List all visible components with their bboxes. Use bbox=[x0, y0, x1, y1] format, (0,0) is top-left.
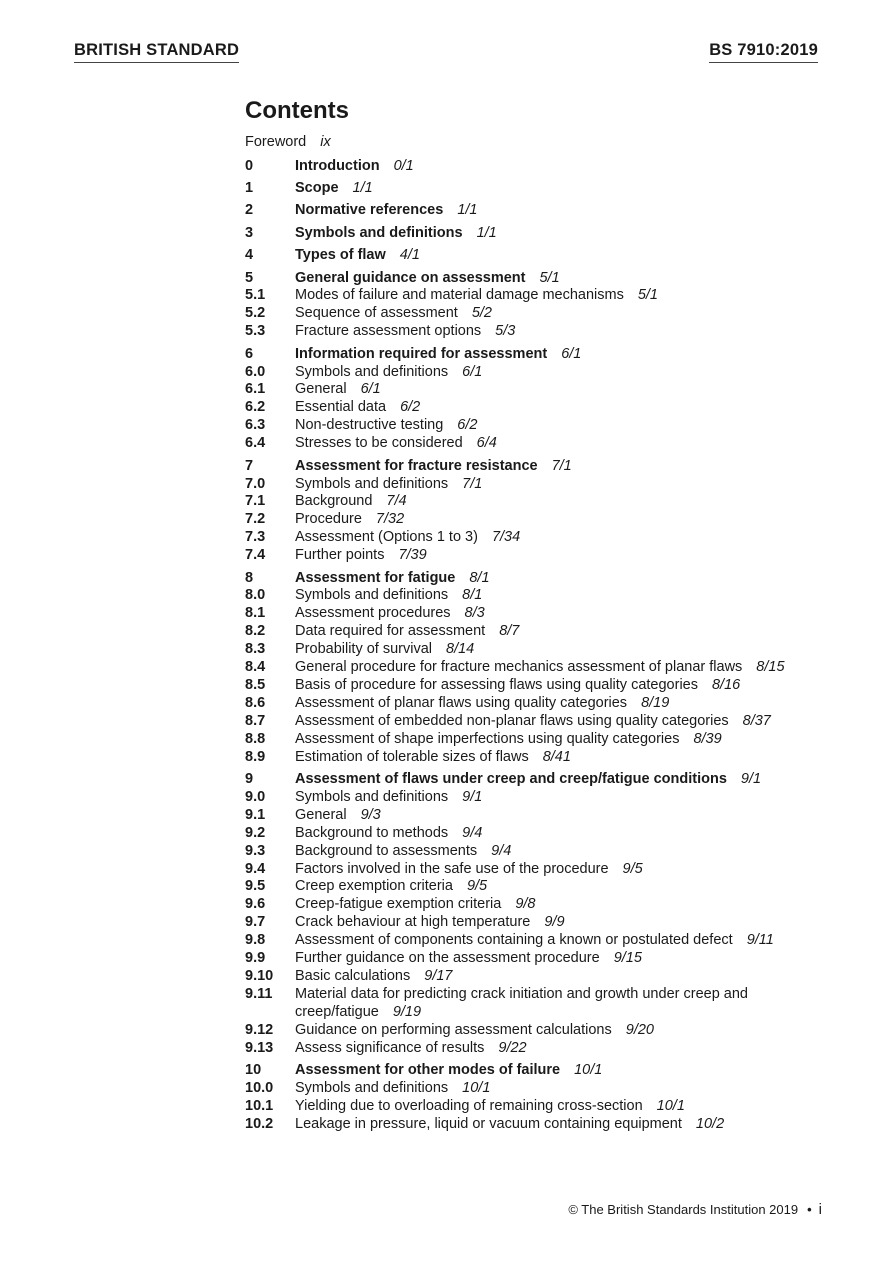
page-number: i bbox=[818, 1201, 822, 1218]
toc-entry-page: 1/1 bbox=[352, 179, 373, 196]
toc-entry-title-block bbox=[295, 771, 825, 789]
toc-entry-page: 10/1 bbox=[574, 1062, 603, 1078]
toc-section-entry[interactable] bbox=[245, 861, 825, 879]
toc-section-entry[interactable] bbox=[245, 677, 825, 695]
toc-section-entry[interactable] bbox=[245, 1080, 825, 1098]
toc-entry-page: 8/15 bbox=[756, 659, 785, 676]
toc-entry-number: 9.12 bbox=[245, 1021, 274, 1038]
toc-entry-number: 4 bbox=[245, 247, 254, 264]
toc-section-entry[interactable] bbox=[245, 364, 825, 382]
toc-entry-title-block bbox=[295, 641, 825, 659]
toc-entry-title-block bbox=[295, 1080, 825, 1098]
toc-section-entry[interactable] bbox=[245, 968, 825, 986]
toc-entry-title: Assessment of components containing a known or postulated defect bbox=[295, 932, 733, 949]
toc-entry-page: 5/2 bbox=[471, 305, 492, 322]
toc-section-entry[interactable] bbox=[245, 529, 825, 547]
toc-entry-title: Assessment for fatigue bbox=[295, 569, 456, 586]
toc-entry-number: 5.1 bbox=[245, 287, 266, 304]
toc-entry-number: 10.0 bbox=[245, 1079, 274, 1096]
toc-entry-title-block bbox=[295, 1116, 825, 1134]
toc-entry-title: Further guidance on the assessment procedure bbox=[295, 950, 600, 967]
toc-entry-title-block bbox=[295, 713, 825, 731]
toc-entry-page: 9/3 bbox=[360, 806, 381, 823]
toc-entry-number: 8.6 bbox=[245, 694, 266, 711]
toc-entry-title-block bbox=[295, 346, 825, 364]
toc-entry-page: 5/1 bbox=[539, 269, 560, 286]
toc-entry-title-block bbox=[295, 399, 825, 417]
toc-entry-page: 9/1 bbox=[462, 788, 483, 805]
toc-entry-number: 9.4 bbox=[245, 860, 266, 877]
toc-entry-title: Probability of survival bbox=[295, 641, 432, 658]
toc-entry-page: 9/4 bbox=[462, 824, 483, 841]
toc-entry-title: Information required for assessment bbox=[295, 345, 548, 362]
toc-entry-number: 6.4 bbox=[245, 435, 266, 452]
toc-entry-number: 9.0 bbox=[245, 788, 266, 805]
toc-entry-number: 8.1 bbox=[245, 605, 266, 622]
toc-entry-title: Symbols and definitions bbox=[295, 587, 449, 604]
toc-entry-title: Symbols and definitions bbox=[295, 363, 449, 380]
toc-entry-title: Guidance on performing assessment calculations bbox=[295, 1021, 612, 1038]
toc-entry-number: 7.1 bbox=[245, 493, 266, 510]
toc-section-entry[interactable] bbox=[245, 323, 825, 341]
toc-entry-page: 9/15 bbox=[613, 950, 642, 967]
page-footer bbox=[568, 1201, 822, 1219]
toc-entry-number: 9.9 bbox=[245, 950, 266, 967]
table-of-contents bbox=[245, 131, 825, 1134]
toc-section-entry[interactable] bbox=[245, 1098, 825, 1116]
toc-section-entry[interactable] bbox=[245, 493, 825, 511]
toc-section-entry[interactable] bbox=[245, 932, 825, 950]
toc-entry-page: 9/11 bbox=[746, 932, 774, 949]
toc-entry-number: 9.11 bbox=[245, 985, 273, 1002]
toc-entry-title: General guidance on assessment bbox=[295, 269, 526, 286]
toc-entry-page: 7/39 bbox=[398, 547, 427, 564]
toc-entry-title-block bbox=[295, 789, 825, 807]
toc-entry-number: 10.2 bbox=[245, 1115, 274, 1132]
toc-section-entry[interactable] bbox=[245, 476, 825, 494]
toc-entry-title-block bbox=[295, 305, 825, 323]
toc-entry-page: 9/5 bbox=[466, 878, 488, 895]
toc-section-entry[interactable] bbox=[245, 381, 825, 399]
toc-entry-number: 6.3 bbox=[245, 417, 266, 434]
toc-entry-number: 6.1 bbox=[245, 381, 266, 398]
toc-entry-page: 0/1 bbox=[393, 157, 414, 174]
toc-entry-title: Assessment (Options 1 to 3) bbox=[295, 529, 478, 546]
toc-entry-title: Assess significance of results bbox=[295, 1039, 485, 1056]
toc-entry-number: 6.0 bbox=[245, 363, 266, 380]
toc-entry-title: Factors involved in the safe use of the procedure bbox=[295, 860, 609, 877]
toc-entry-title-block bbox=[295, 896, 825, 914]
toc-section-entry[interactable] bbox=[245, 587, 825, 605]
toc-entry-title-block bbox=[295, 1040, 825, 1058]
standard-number: BS 7910:2019 bbox=[709, 40, 818, 63]
toc-entry-number: 9.7 bbox=[245, 914, 266, 931]
toc-section-entry[interactable] bbox=[245, 986, 825, 1022]
toc-entry-title: Assessment of embedded non-planar flaws using quality categories bbox=[295, 712, 729, 729]
toc-entry-page: 9/8 bbox=[515, 896, 536, 913]
toc-section-entry[interactable] bbox=[245, 825, 825, 843]
toc-entry-number: 7.4 bbox=[245, 547, 266, 564]
toc-entry-title: Assessment of shape imperfections using quality categories bbox=[295, 730, 680, 747]
toc-entry-number: 9.13 bbox=[245, 1039, 274, 1056]
toc-entry-page: 8/19 bbox=[641, 694, 670, 711]
toc-entry-title-block bbox=[295, 807, 825, 825]
toc-entry-title-block bbox=[295, 202, 825, 220]
toc-section-entry[interactable] bbox=[245, 287, 825, 305]
toc-entry-title-block bbox=[295, 547, 825, 565]
toc-entry-page: 8/37 bbox=[742, 712, 771, 729]
toc-entry-title-block bbox=[295, 950, 825, 968]
toc-entry-title-block bbox=[295, 323, 825, 341]
toc-entry-page: 4/1 bbox=[399, 247, 420, 264]
toc-entry-title: Basic calculations bbox=[295, 967, 411, 984]
toc-section-entry[interactable] bbox=[245, 789, 825, 807]
toc-entry-number: 8.4 bbox=[245, 659, 266, 676]
toc-entry-list bbox=[245, 158, 825, 1134]
toc-entry-page: 1/1 bbox=[457, 202, 478, 219]
toc-entry-number: 5.2 bbox=[245, 305, 266, 322]
toc-entry-title: Creep-fatigue exemption criteria bbox=[295, 896, 502, 913]
toc-entry-title-block bbox=[295, 247, 825, 265]
toc-entry-title: Assessment procedures bbox=[295, 605, 451, 622]
toc-entry-title-block bbox=[295, 364, 825, 382]
toc-entry-number: 8.2 bbox=[245, 623, 266, 640]
toc-chapter-entry[interactable] bbox=[245, 180, 825, 198]
toc-entry-title-block bbox=[295, 511, 825, 529]
toc-section-entry[interactable] bbox=[245, 950, 825, 968]
toc-entry-number: 7.2 bbox=[245, 511, 266, 528]
toc-entry-title: Symbols and definitions bbox=[295, 788, 449, 805]
toc-entry-title-block bbox=[295, 529, 825, 547]
toc-entry-title-block bbox=[295, 1062, 825, 1080]
toc-entry-page: 9/1 bbox=[740, 771, 762, 787]
toc-section-entry[interactable] bbox=[245, 623, 825, 641]
toc-entry-number: 9.10 bbox=[245, 967, 274, 984]
toc-entry-title-block bbox=[295, 968, 825, 986]
toc-entry-title: Non-destructive testing bbox=[295, 417, 444, 434]
toc-entry-page: 6/1 bbox=[360, 381, 381, 398]
toc-entry-number: 9.8 bbox=[245, 932, 266, 949]
toc-entry-number: 1 bbox=[245, 179, 254, 196]
toc-section-entry[interactable] bbox=[245, 641, 825, 659]
toc-entry-number: 7.3 bbox=[245, 529, 266, 546]
toc-entry-page: 6/1 bbox=[561, 345, 582, 362]
toc-entry-number: 5.3 bbox=[245, 323, 266, 340]
toc-entry-title: General procedure for fracture mechanics assessment of planar flaws bbox=[295, 659, 743, 676]
toc-entry-title: Estimation of tolerable sizes of flaws bbox=[295, 748, 529, 765]
toc-entry-title: Further points bbox=[295, 547, 385, 564]
toc-entry-title-block bbox=[295, 749, 825, 767]
toc-entry-title-block bbox=[295, 861, 825, 879]
footer-bullet: • bbox=[807, 1202, 812, 1217]
toc-entry-title: Fracture assessment options bbox=[295, 323, 482, 340]
toc-entry-title-block bbox=[295, 825, 825, 843]
toc-entry-title-block bbox=[295, 1098, 825, 1116]
toc-entry-title-block bbox=[295, 225, 825, 243]
toc-entry-number: 8.5 bbox=[245, 676, 266, 693]
toc-entry-title: Stresses to be considered bbox=[295, 435, 463, 452]
toc-entry-title: Crack behaviour at high temperature bbox=[295, 914, 531, 931]
toc-entry-title: Symbols and definitions bbox=[295, 475, 449, 492]
toc-entry-number: 9.5 bbox=[245, 878, 266, 895]
toc-chapter-entry[interactable] bbox=[245, 247, 825, 265]
toc-entry-page: 8/16 bbox=[711, 676, 741, 693]
toc-entry-number: 9.6 bbox=[245, 896, 266, 913]
toc-entry-number: 5 bbox=[245, 269, 254, 286]
toc-section-entry[interactable] bbox=[245, 896, 825, 914]
toc-chapter-entry[interactable] bbox=[245, 346, 825, 364]
toc-entry-title: Material data for predicting crack initiation and growth under creep and creep/fatigue bbox=[295, 985, 748, 1020]
copyright-notice: © The British Standards Institution 2019 bbox=[568, 1202, 799, 1217]
toc-entry-title: Essential data bbox=[295, 399, 387, 416]
toc-section-entry[interactable] bbox=[245, 547, 825, 565]
toc-entry-page: 9/5 bbox=[622, 860, 643, 877]
toc-entry-title-block bbox=[295, 695, 825, 713]
foreword-label: Foreword bbox=[245, 134, 307, 150]
foreword-page: ix bbox=[320, 134, 331, 150]
toc-foreword-entry[interactable] bbox=[245, 131, 825, 153]
contents-heading: Contents bbox=[245, 97, 349, 124]
toc-entry-title-block bbox=[295, 587, 825, 605]
toc-entry-title-block bbox=[295, 287, 825, 305]
toc-entry-title-block bbox=[295, 605, 825, 623]
toc-entry-title-block bbox=[295, 659, 825, 677]
toc-section-entry[interactable] bbox=[245, 605, 825, 623]
toc-entry-page: 10/1 bbox=[656, 1097, 685, 1114]
toc-entry-page: 10/1 bbox=[462, 1079, 491, 1096]
toc-entry-number: 7 bbox=[245, 457, 254, 474]
toc-entry-title-block bbox=[295, 570, 825, 588]
standard-label: BRITISH STANDARD bbox=[74, 40, 239, 63]
toc-entry-page: 7/34 bbox=[491, 529, 521, 546]
toc-entry-page: 9/22 bbox=[498, 1039, 527, 1056]
toc-section-entry[interactable] bbox=[245, 417, 825, 435]
toc-chapter-entry[interactable] bbox=[245, 1062, 825, 1080]
toc-entry-number: 9 bbox=[245, 771, 254, 787]
toc-entry-title: Assessment of planar flaws using quality categories bbox=[295, 694, 628, 711]
toc-section-entry[interactable] bbox=[245, 807, 825, 825]
toc-section-entry[interactable] bbox=[245, 878, 825, 896]
toc-entry-title-block bbox=[295, 493, 825, 511]
toc-entry-title: Background to methods bbox=[295, 824, 449, 841]
toc-section-entry[interactable] bbox=[245, 731, 825, 749]
toc-entry-page: 6/1 bbox=[462, 363, 483, 380]
toc-entry-page: 10/2 bbox=[695, 1115, 725, 1132]
toc-entry-title: Assessment of flaws under creep and creep/fatigue conditions bbox=[295, 771, 727, 787]
toc-entry-title: Normative references bbox=[295, 202, 444, 219]
toc-entry-number: 9.1 bbox=[245, 806, 266, 823]
toc-entry-page: 6/2 bbox=[457, 417, 478, 434]
toc-chapter-entry[interactable] bbox=[245, 158, 825, 176]
toc-entry-title-block bbox=[295, 158, 825, 176]
toc-entry-page: 8/3 bbox=[464, 605, 485, 622]
toc-entry-number: 3 bbox=[245, 224, 254, 241]
toc-entry-title: Assessment for other modes of failure bbox=[295, 1062, 561, 1078]
toc-entry-title: Modes of failure and material damage mechanisms bbox=[295, 287, 624, 304]
toc-entry-page: 6/4 bbox=[476, 435, 497, 452]
toc-entry-title-block bbox=[295, 932, 825, 950]
toc-entry-page: 8/14 bbox=[446, 641, 475, 658]
toc-section-entry[interactable] bbox=[245, 914, 825, 932]
toc-entry-title: Symbols and definitions bbox=[295, 1079, 449, 1096]
toc-entry-title: General bbox=[295, 381, 347, 398]
toc-entry-number: 10.1 bbox=[245, 1097, 274, 1114]
toc-chapter-entry[interactable] bbox=[245, 771, 825, 789]
toc-entry-number: 8.8 bbox=[245, 730, 266, 747]
toc-section-entry[interactable] bbox=[245, 1116, 825, 1134]
toc-chapter-entry[interactable] bbox=[245, 225, 825, 243]
toc-section-entry[interactable] bbox=[245, 1022, 825, 1040]
toc-entry-page: 8/7 bbox=[499, 623, 520, 640]
toc-entry-title-block bbox=[295, 731, 825, 749]
toc-entry-title: Creep exemption criteria bbox=[295, 878, 453, 895]
toc-entry-page: 7/4 bbox=[386, 493, 407, 510]
toc-section-entry[interactable] bbox=[245, 399, 825, 417]
toc-entry-title: Basis of procedure for assessing flaws using quality categories bbox=[295, 676, 698, 693]
toc-entry-number: 6.2 bbox=[245, 399, 266, 416]
toc-entry-number: 8.9 bbox=[245, 748, 266, 765]
toc-entry-title: Types of flaw bbox=[295, 247, 386, 264]
toc-entry-number: 8.3 bbox=[245, 641, 266, 658]
toc-entry-number: 9.3 bbox=[245, 842, 266, 859]
toc-entry-number: 8.7 bbox=[245, 712, 266, 729]
toc-entry-number: 8 bbox=[245, 569, 254, 586]
toc-entry-title-block bbox=[295, 843, 825, 861]
toc-entry-number: 8.0 bbox=[245, 587, 266, 604]
toc-chapter-entry[interactable] bbox=[245, 458, 825, 476]
toc-entry-title-block bbox=[295, 623, 825, 641]
toc-entry-title-block bbox=[295, 914, 825, 932]
toc-entry-page: 9/20 bbox=[625, 1021, 654, 1038]
toc-entry-title: Symbols and definitions bbox=[295, 224, 463, 241]
toc-section-entry[interactable] bbox=[245, 695, 825, 713]
toc-entry-page: 7/32 bbox=[375, 511, 405, 528]
toc-entry-page: 5/1 bbox=[637, 287, 658, 304]
toc-entry-title: Yielding due to overloading of remaining cross-section bbox=[295, 1097, 643, 1114]
toc-section-entry[interactable] bbox=[245, 511, 825, 529]
toc-entry-title-block bbox=[295, 986, 825, 1022]
toc-entry-number: 7.0 bbox=[245, 475, 266, 492]
toc-chapter-entry[interactable] bbox=[245, 570, 825, 588]
toc-entry-title-block bbox=[295, 476, 825, 494]
toc-entry-number: 0 bbox=[245, 157, 254, 174]
toc-entry-page: 9/17 bbox=[424, 967, 453, 984]
toc-entry-page: 8/41 bbox=[542, 748, 571, 765]
toc-entry-title-block bbox=[295, 1022, 825, 1040]
toc-entry-title: Background bbox=[295, 493, 373, 510]
toc-entry-title-block bbox=[295, 417, 825, 435]
toc-entry-page: 6/2 bbox=[400, 399, 421, 416]
toc-section-entry[interactable] bbox=[245, 843, 825, 861]
toc-entry-page: 7/1 bbox=[551, 457, 572, 474]
toc-entry-number: 10 bbox=[245, 1062, 262, 1078]
toc-section-entry[interactable] bbox=[245, 1040, 825, 1058]
toc-entry-page: 9/4 bbox=[491, 842, 512, 859]
toc-section-entry[interactable] bbox=[245, 713, 825, 731]
toc-entry-title: Sequence of assessment bbox=[295, 305, 458, 322]
toc-chapter-entry[interactable] bbox=[245, 270, 825, 288]
toc-section-entry[interactable] bbox=[245, 435, 825, 453]
toc-entry-title-block bbox=[295, 270, 825, 288]
toc-entry-page: 8/1 bbox=[462, 587, 483, 604]
toc-entry-title: Data required for assessment bbox=[295, 623, 486, 640]
toc-section-entry[interactable] bbox=[245, 749, 825, 767]
toc-entry-title: Background to assessments bbox=[295, 842, 478, 859]
toc-entry-page: 8/1 bbox=[469, 569, 490, 586]
toc-entry-title: Introduction bbox=[295, 157, 380, 174]
toc-chapter-entry[interactable] bbox=[245, 202, 825, 220]
toc-section-entry[interactable] bbox=[245, 305, 825, 323]
toc-section-entry[interactable] bbox=[245, 659, 825, 677]
toc-entry-title: Leakage in pressure, liquid or vacuum containing equipment bbox=[295, 1115, 682, 1132]
toc-entry-title-block bbox=[295, 458, 825, 476]
toc-entry-title: Scope bbox=[295, 179, 339, 196]
toc-entry-title-block bbox=[295, 435, 825, 453]
toc-entry-page: 1/1 bbox=[476, 224, 497, 241]
toc-entry-page: 5/3 bbox=[495, 323, 516, 340]
toc-entry-number: 2 bbox=[245, 202, 254, 219]
toc-entry-title: Assessment for fracture resistance bbox=[295, 457, 538, 474]
toc-entry-title-block bbox=[295, 381, 825, 399]
toc-entry-title-block bbox=[295, 878, 825, 896]
toc-entry-number: 9.2 bbox=[245, 824, 266, 841]
toc-entry-page: 9/9 bbox=[544, 914, 565, 931]
toc-entry-page: 7/1 bbox=[462, 475, 483, 492]
toc-entry-number: 6 bbox=[245, 345, 254, 362]
toc-entry-title: General bbox=[295, 806, 347, 823]
toc-entry-title-block bbox=[295, 677, 825, 695]
toc-entry-title-block bbox=[295, 180, 825, 198]
toc-entry-page: 9/19 bbox=[392, 1003, 422, 1020]
toc-entry-page: 8/39 bbox=[693, 730, 722, 747]
toc-entry-title: Procedure bbox=[295, 511, 362, 528]
